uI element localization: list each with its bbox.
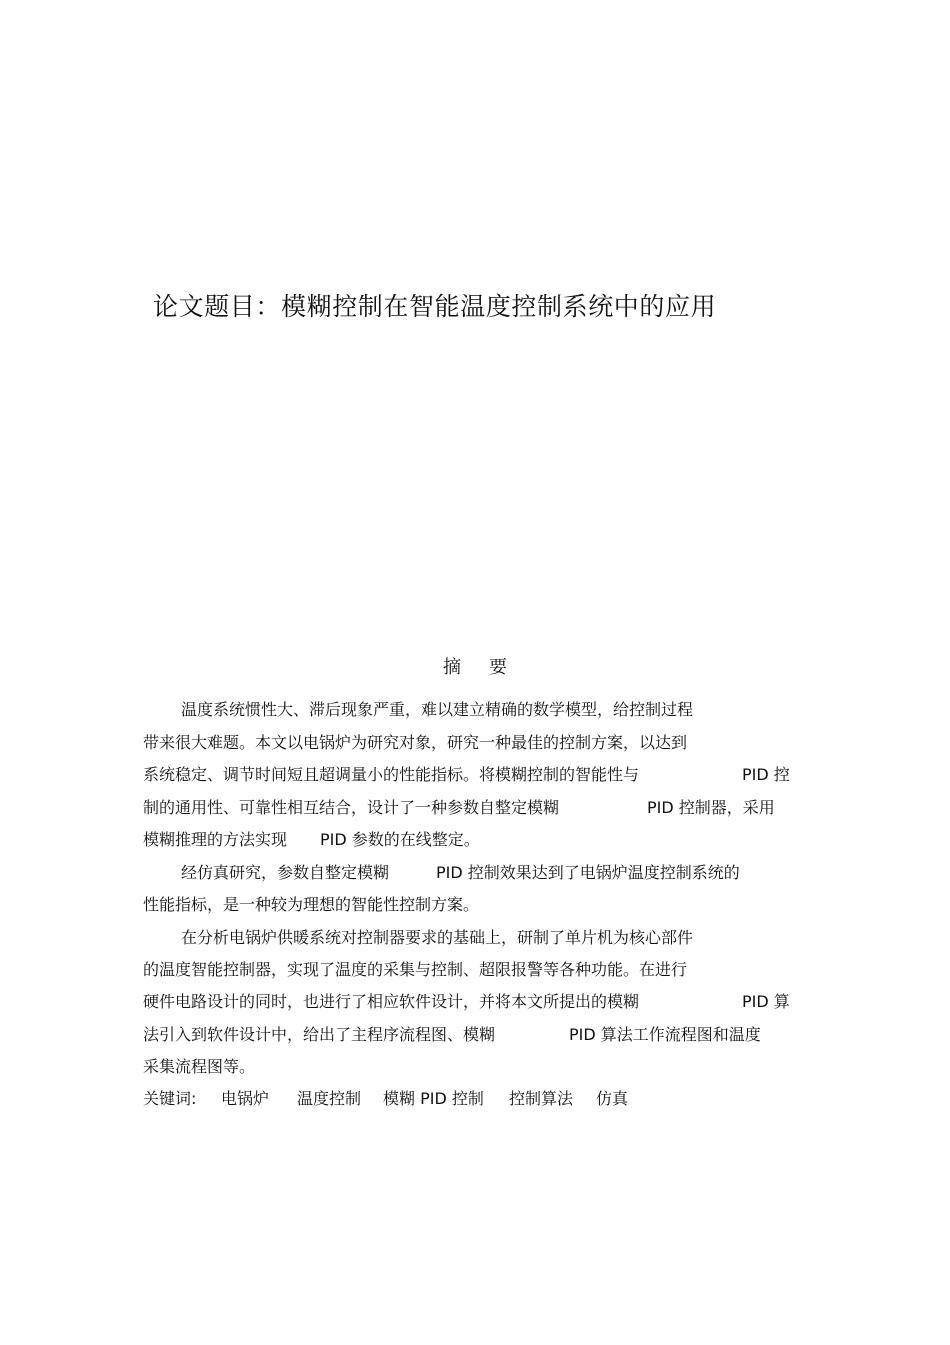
abstract-p1-line5b: PID 参数的在线整定。: [320, 830, 480, 849]
abstract-p2-line1b: PID 控制效果达到了电锅炉温度控制系统的: [436, 863, 740, 882]
abstract-p3-line3b: PID 算: [742, 992, 790, 1011]
abstract-p1-line4a: 制的通用性、可靠性相互结合，设计了一种参数自整定模糊: [143, 798, 560, 817]
abstract-p1-line2: 带来很大难题。本文以电锅炉为研究对象，研究一种最佳的控制方案，以达到: [143, 733, 688, 752]
abstract-p1-line5a: 模糊推理的方法实现: [143, 830, 288, 849]
keyword-item: 温度控制: [297, 1089, 362, 1108]
abstract-p3-line4b: PID 算法工作流程图和温度: [569, 1025, 761, 1044]
keyword-item: 控制算法: [509, 1089, 574, 1108]
abstract-p3-line3a: 硬件电路设计的同时，也进行了相应软件设计，并将本文所提出的模糊: [143, 992, 640, 1011]
abstract-heading-char-2: 要: [489, 657, 507, 678]
keyword-item: 模糊 PID 控制: [383, 1089, 484, 1108]
keyword-item: 电锅炉: [221, 1089, 270, 1108]
abstract-p1-line3a: 系统稳定、调节时间短且超调量小的性能指标。将模糊控制的智能性与: [143, 765, 640, 784]
abstract-p1-line1: 温度系统惯性大、滞后现象严重，难以建立精确的数学模型，给控制过程: [181, 700, 694, 719]
abstract-p3-line1: 在分析电锅炉供暖系统对控制器要求的基础上，研制了单片机为核心部件: [181, 928, 694, 947]
abstract-p3-line2: 的温度智能控制器，实现了温度的采集与控制、超限报警等各种功能。在进行: [143, 960, 688, 979]
abstract-p3-line5: 采集流程图等。: [143, 1057, 256, 1076]
abstract-heading-char-1: 摘: [443, 657, 461, 678]
keywords-label: 关键词:: [143, 1089, 197, 1108]
abstract-p1-line3b: PID 控: [742, 765, 790, 784]
abstract-p2-line2: 性能指标，是一种较为理想的智能性控制方案。: [143, 895, 480, 914]
abstract-p3-line4a: 法引入到软件设计中，给出了主程序流程图、模糊: [143, 1025, 496, 1044]
abstract-heading: [0, 653, 950, 683]
keyword-item: 仿真: [596, 1089, 629, 1108]
abstract-p1-line4b: PID 控制器，采用: [647, 798, 775, 817]
abstract-p2-line1a: 经仿真研究，参数自整定模糊: [181, 863, 390, 882]
thesis-title: 论文题目：模糊控制在智能温度控制系统中的应用: [153, 292, 717, 321]
